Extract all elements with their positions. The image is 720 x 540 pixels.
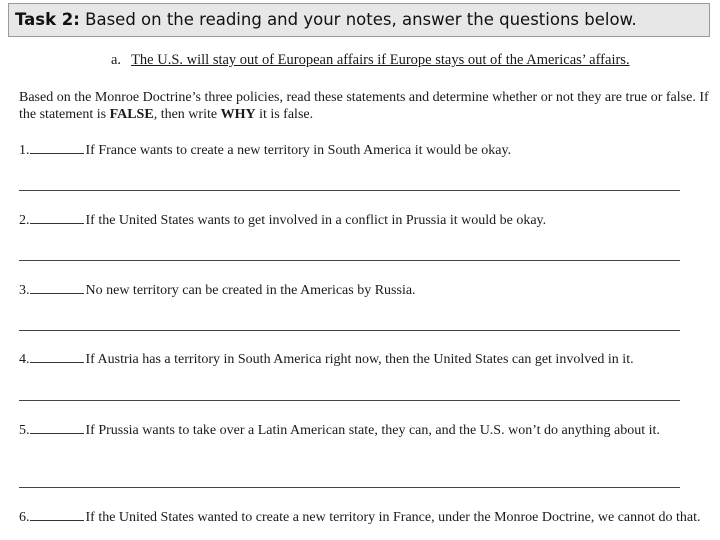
question-text: If Prussia wants to take over a Latin American state, they can, and the U.S. won’t do anything about it.	[85, 423, 660, 438]
question-3	[19, 282, 709, 299]
answer-blank[interactable]	[30, 212, 84, 224]
policy-text: The U.S. will stay out of European affairs if Europe stays out of the Americas’ affairs.	[131, 52, 630, 68]
question-5	[19, 422, 709, 439]
instructions-part3: it is false.	[255, 107, 314, 122]
question-6	[19, 509, 709, 526]
answer-blank[interactable]	[30, 509, 84, 521]
question-number: 6.	[19, 510, 30, 525]
answer-line-5[interactable]	[19, 487, 680, 488]
task-instruction: Based on the reading and your notes, answer the questions below.	[79, 10, 637, 29]
policy-statement	[111, 52, 630, 69]
false-emphasis: FALSE	[109, 107, 154, 122]
task-label: Task 2:	[15, 10, 80, 29]
question-text: If the United States wanted to create a new territory in France, under the Monroe Doctrine, we cannot do that.	[85, 510, 701, 525]
question-text: No new territory can be created in the Americas by Russia.	[85, 283, 416, 298]
question-text: If Austria has a territory in South America right now, then the United States can get involved in it.	[85, 352, 634, 367]
question-4	[19, 351, 709, 368]
why-emphasis: WHY	[220, 107, 256, 122]
question-number: 4.	[19, 352, 30, 367]
question-text: If France wants to create a new territory in South America it would be okay.	[85, 143, 512, 158]
instructions-part2: , then write	[153, 107, 221, 122]
answer-line-2[interactable]	[19, 260, 680, 261]
question-number: 5.	[19, 423, 30, 438]
question-text: If the United States wants to get involved in a conflict in Prussia it would be okay.	[85, 213, 547, 228]
question-2	[19, 212, 709, 229]
instructions-part1: Based on the Monroe Doctrine’s three policies, read these statements and determine whether or not they are true or false. If the statement is	[19, 90, 709, 122]
answer-blank[interactable]	[30, 422, 84, 434]
answer-blank[interactable]	[30, 142, 84, 154]
question-number: 1.	[19, 143, 30, 158]
answer-blank[interactable]	[30, 351, 84, 363]
answer-blank[interactable]	[30, 282, 84, 294]
question-number: 2.	[19, 213, 30, 228]
answer-line-1[interactable]	[19, 190, 680, 191]
question-number: 3.	[19, 283, 30, 298]
task-header	[8, 3, 710, 37]
question-1	[19, 142, 709, 159]
answer-line-3[interactable]	[19, 330, 680, 331]
answer-line-4[interactable]	[19, 400, 680, 401]
policy-letter: a.	[111, 52, 122, 68]
instructions	[19, 89, 709, 123]
